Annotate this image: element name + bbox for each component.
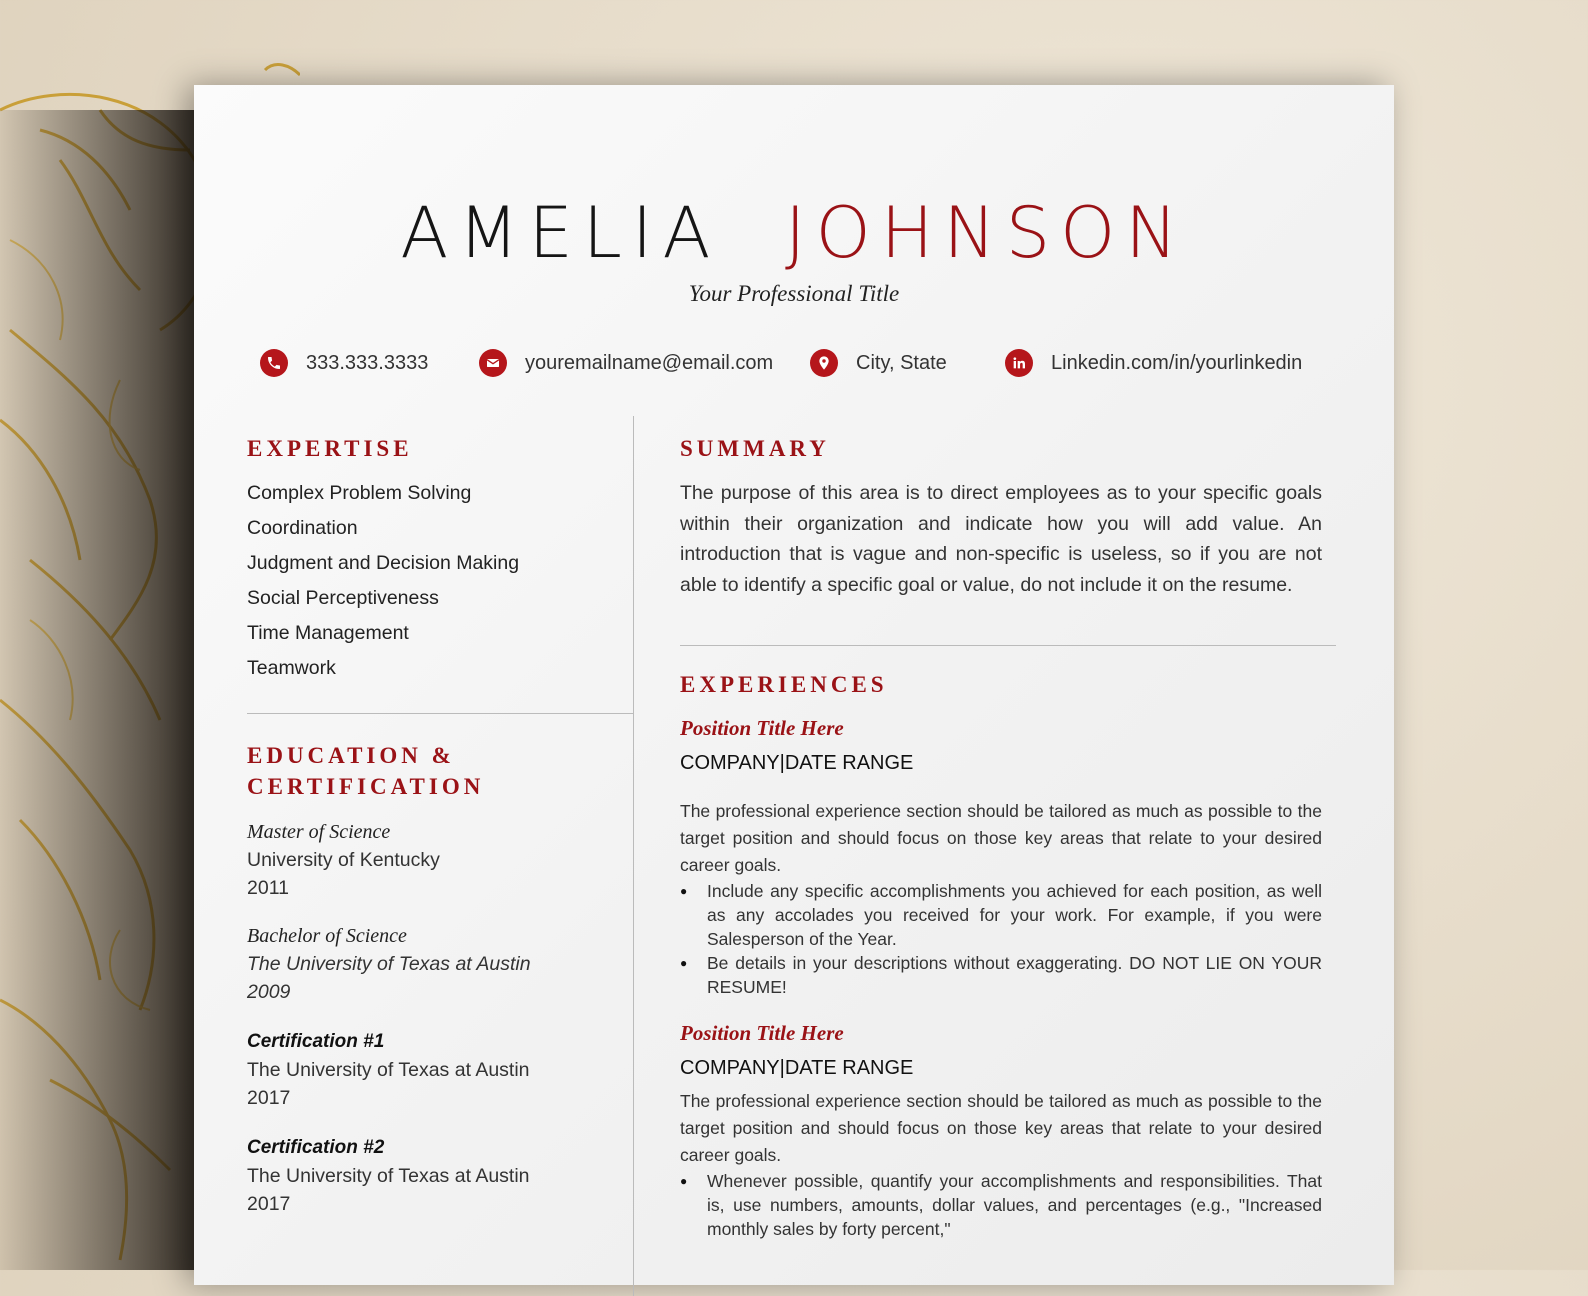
certification-school: The University of Texas at Austin <box>247 1165 530 1187</box>
experiences-section <box>680 669 1322 1241</box>
education-entry <box>247 922 627 1006</box>
expertise-item: Coordination <box>247 517 358 539</box>
phone-text: 333.333.3333 <box>306 351 429 374</box>
first-name: AMELIA <box>400 192 721 274</box>
column-divider <box>633 416 634 1296</box>
linkedin-icon <box>1005 349 1033 377</box>
job-description: The professional experience section should be tailored as much as possible to the target position and should focus on those key areas that relate to your desired career goals. <box>680 1091 1322 1165</box>
contact-phone <box>260 348 428 378</box>
education-entry <box>247 818 627 902</box>
graduation-year: 2011 <box>247 877 289 899</box>
expertise-section <box>247 433 627 686</box>
expertise-item: Teamwork <box>247 657 336 679</box>
email-icon <box>479 349 507 377</box>
paper-shadow <box>0 110 200 1270</box>
summary-heading: SUMMARY <box>680 436 830 461</box>
expertise-item: Social Perceptiveness <box>247 587 439 609</box>
graduation-year: 2009 <box>247 981 291 1003</box>
section-divider <box>247 713 633 714</box>
job-entry <box>680 1019 1322 1241</box>
experiences-heading: EXPERIENCES <box>680 672 888 697</box>
last-name: JOHNSON <box>784 192 1188 274</box>
company-date: COMPANY|DATE RANGE <box>680 752 914 774</box>
certification-school: The University of Texas at Austin <box>247 1059 530 1081</box>
resume-page <box>194 85 1394 1285</box>
contact-linkedin <box>1005 348 1302 378</box>
job-entry <box>680 714 1322 999</box>
job-bullet: ● Be details in your descriptions without exaggerating. DO NOT LIE ON YOUR RESUME! <box>680 951 1322 999</box>
position-title: Position Title Here <box>680 1021 844 1045</box>
email-text: youremailname@email.com <box>525 351 774 374</box>
location-text: City, State <box>856 351 947 374</box>
location-pin-icon <box>810 349 838 377</box>
position-title: Position Title Here <box>680 716 844 740</box>
candidate-name <box>194 193 1394 273</box>
degree-title: Master of Science <box>247 821 391 843</box>
certification-year: 2017 <box>247 1193 291 1215</box>
certification-title: Certification #2 <box>247 1137 385 1158</box>
job-description: The professional experience section should be tailored as much as possible to the target position and should focus on those key areas that relate to your desired career goals. <box>680 801 1322 875</box>
company-date: COMPANY|DATE RANGE <box>680 1057 914 1079</box>
school-name: University of Kentucky <box>247 849 440 871</box>
certification-entry <box>247 1134 627 1218</box>
expertise-item: Judgment and Decision Making <box>247 552 520 574</box>
education-section <box>247 740 627 1218</box>
degree-title: Bachelor of Science <box>247 925 407 947</box>
contact-email <box>479 348 773 378</box>
expertise-item: Complex Problem Solving <box>247 482 472 504</box>
expertise-heading: EXPERTISE <box>247 436 413 461</box>
summary-text: The purpose of this area is to direct employees as to your specific goals within their organization and indicate how you will add value. An introduction that is vague and non-specific is useless, so if you are not able to identify a specific goal or value, do not include it on the resume. <box>680 482 1322 596</box>
expertise-item: Time Management <box>247 622 409 644</box>
linkedin-text: Linkedin.com/in/yourlinkedin <box>1051 351 1303 374</box>
job-bullets <box>680 879 1322 999</box>
certification-year: 2017 <box>247 1087 291 1109</box>
contact-location <box>810 348 947 378</box>
professional-title: Your Professional Title <box>688 281 900 306</box>
phone-icon <box>260 349 288 377</box>
education-heading-line2: CERTIFICATION <box>247 774 485 799</box>
certification-entry <box>247 1028 627 1112</box>
summary-section <box>680 433 1322 600</box>
school-name: The University of Texas at Austin <box>247 953 531 975</box>
job-bullets <box>680 1169 1322 1241</box>
section-divider <box>680 645 1336 646</box>
education-heading-line1: EDUCATION & <box>247 743 455 768</box>
expertise-list <box>247 476 627 686</box>
certification-title: Certification #1 <box>247 1031 385 1052</box>
job-bullet: ● Include any specific accomplishments you achieved for each position, as well as any accolades you received for your work. For example, if you were Salesperson of the Year. <box>680 879 1322 951</box>
job-bullet: ● Whenever possible, quantify your accomplishments and responsibilities. That is, use numbers, amounts, dollar values, and percentages (e.g., "Increased monthly sales by forty percent," <box>680 1169 1322 1241</box>
